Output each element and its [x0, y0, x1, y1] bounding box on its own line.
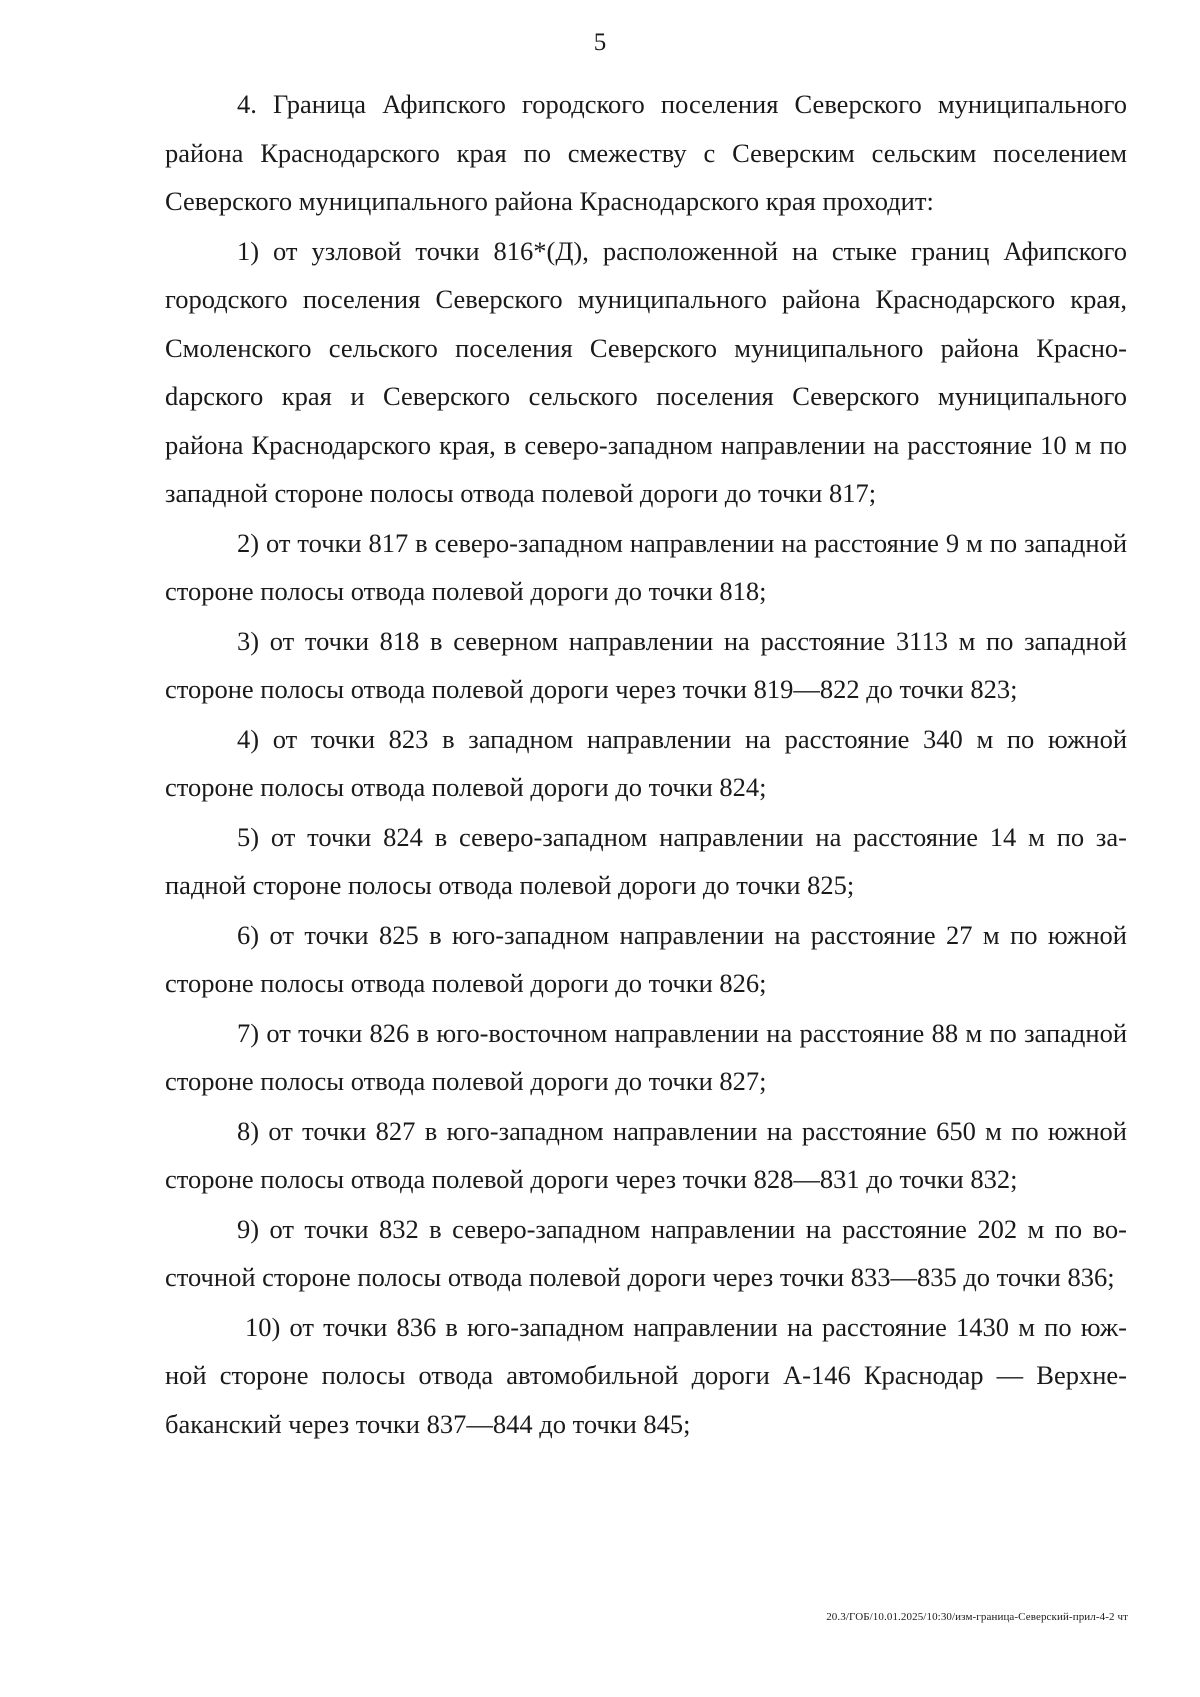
paragraph-item-1: 1) от узловой точки 816*(Д), расположенной на стыке границ Афипского городского поселения Северского муниципального района Краснодарского края, Смоленского сельского поселения Северского муниципального района Красноdарского края и Северского сельского поселения Северского муниципального района Краснодарского края, в северо-западном направлении на расстояние 10 м по западной стороне полосы отвода полевой дороги до точки 817; [165, 235, 1127, 508]
paragraph-item-2: 2) от точки 817 в северо-западном направлении на расстояние 9 м по западной стороне полосы отвода полевой дороги до точки 818; [165, 527, 1127, 606]
paragraph-item-4: 4) от точки 823 в западном направлении на расстояние 340 м по южной стороне полосы отвода полевой дороги до точки 824; [165, 723, 1127, 802]
paragraph-item-6: 6) от точки 825 в юго-западном направлении на расстояние 27 м по южной стороне полосы отвода полевой дороги до точки 826; [165, 919, 1127, 998]
paragraph-item-9: 9) от точки 832 в северо-западном направлении на расстояние 202 м по восточной стороне полосы отвода полевой дороги через точки 833—835 до точки 836; [165, 1213, 1127, 1292]
paragraph-boundary-intro: 4. Граница Афипского городского поселения Северского муниципального района Краснодарского края по смежеству с Северским сельским поселением Северского муниципального района Краснодарского края проходит: [165, 89, 1127, 216]
paragraph-item-10: 10) от точки 836 в юго-западном направлении на расстояние 1430 м по южной стороне полосы отвода автомобильной дороги А-146 Краснодар — Верхнебаканский через точки 837—844 до точки 845; [165, 1311, 1127, 1439]
document-body [165, 80, 1127, 1449]
page-number: 5 [593, 29, 607, 56]
paragraph-item-8: 8) от точки 827 в юго-западном направлении на расстояние 650 м по южной стороне полосы отвода полевой дороги через точки 828—831 до точки 832; [165, 1115, 1127, 1194]
paragraph-item-5: 5) от точки 824 в северо-западном направлении на расстояние 14 м по западной стороне полосы отвода полевой дороги до точки 825; [165, 821, 1127, 900]
paragraph-item-3: 3) от точки 818 в северном направлении на расстояние 3113 м по западной стороне полосы отвода полевой дороги через точки 819—822 до точки 823; [165, 625, 1127, 704]
paragraph-item-7: 7) от точки 826 в юго-восточном направлении на расстояние 88 м по западной стороне полосы отвода полевой дороги до точки 827; [165, 1017, 1127, 1096]
document-footer-code: 20.3/ГОБ/10.01.2025/10:30/изм-граница-Северский-прил-4-2 чт [826, 1611, 1128, 1623]
